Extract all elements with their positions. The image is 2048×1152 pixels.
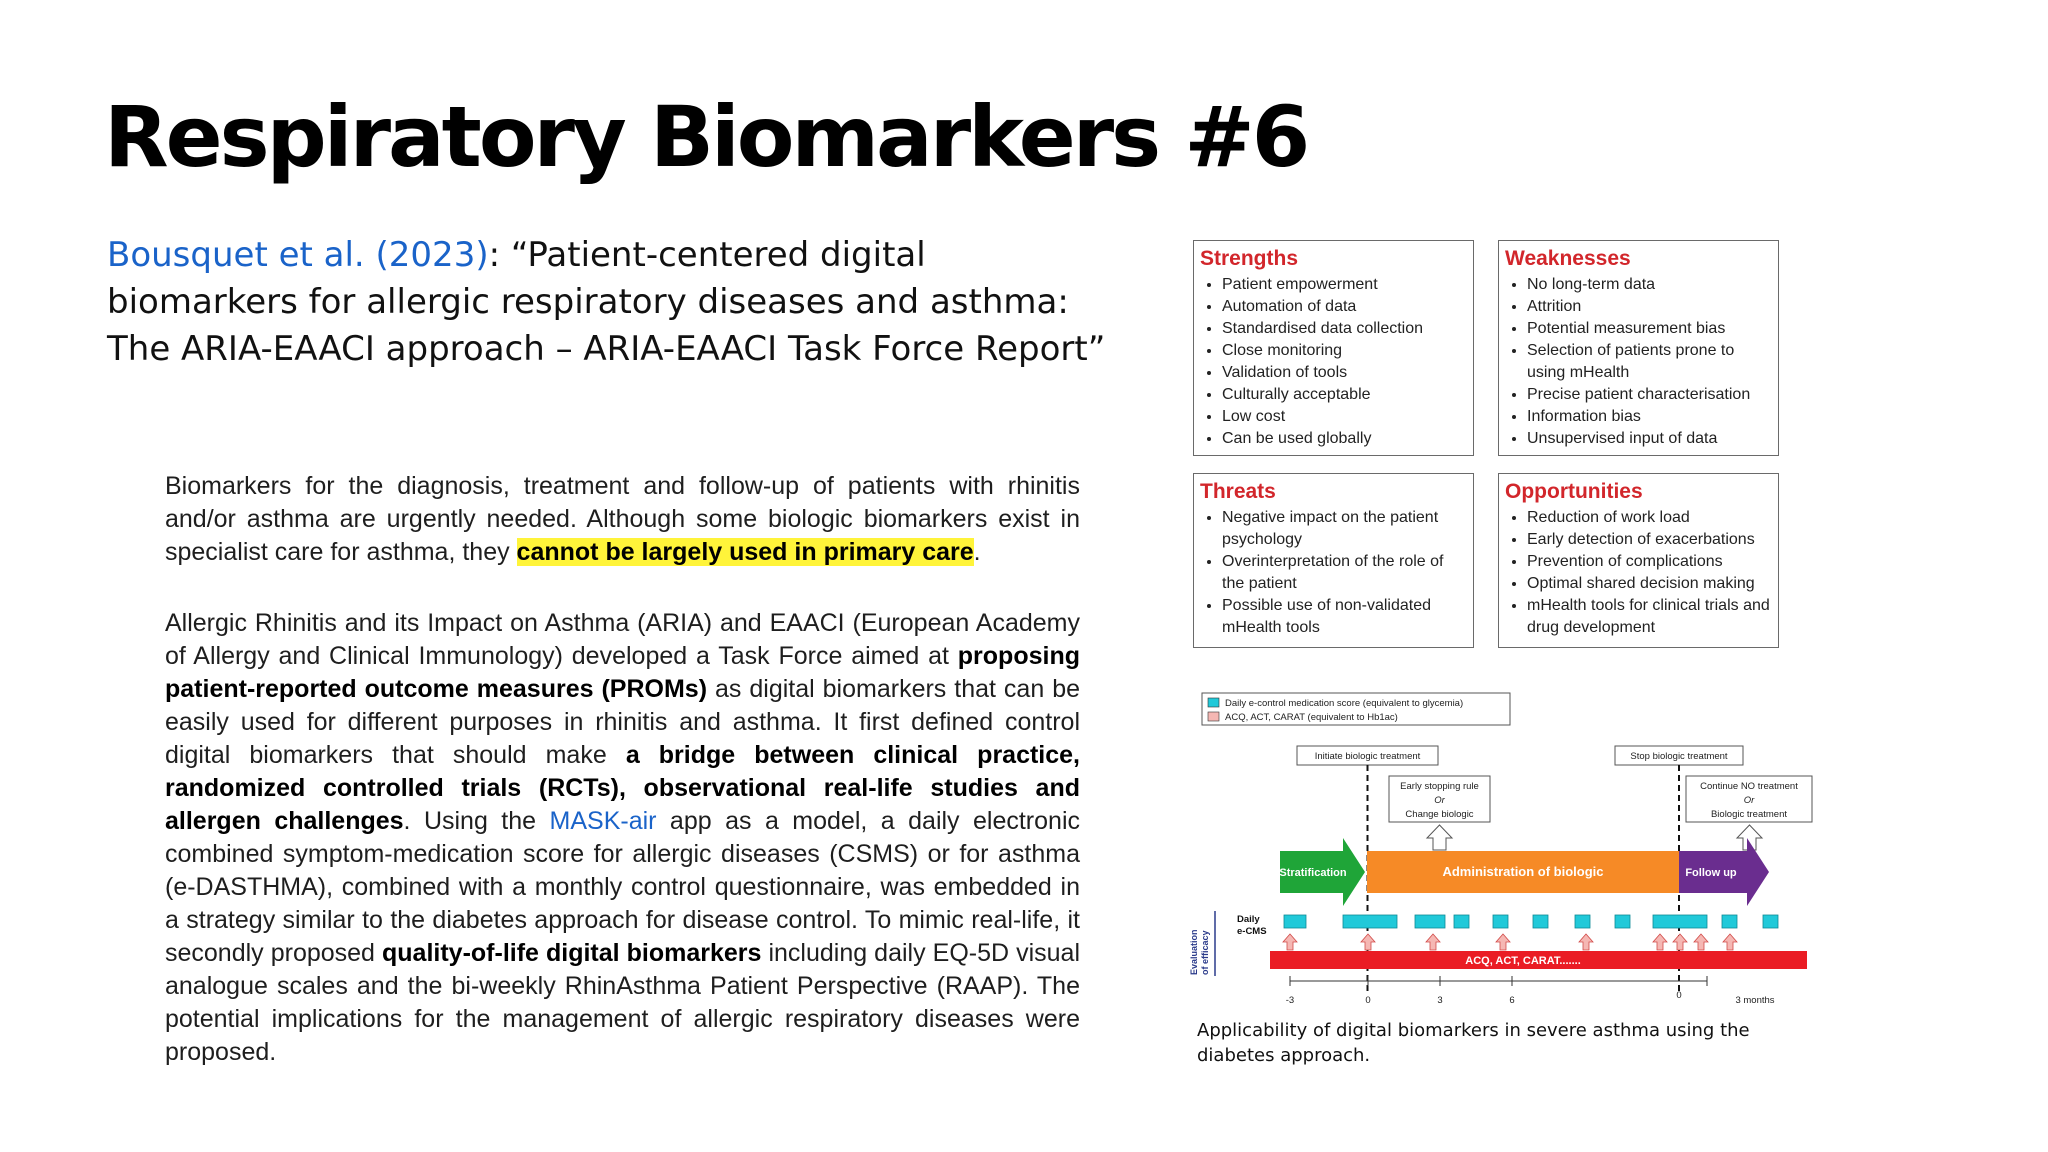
list-item: • mHealth tools for clinical trials and drug development (1527, 595, 1770, 639)
list-item: • Low cost (1222, 406, 1465, 428)
bold-proms: proposing patient-reported outcome measures (PROMs) (165, 642, 1080, 703)
tick-label: 3 (1437, 995, 1443, 1006)
ecms-marker (1575, 915, 1590, 928)
pink-up-arrow-icon (1579, 934, 1593, 950)
list-item: • Validation of tools (1222, 362, 1465, 384)
list-item: • Possible use of non-validated mHealth tools (1222, 595, 1465, 639)
swot-weaknesses-list (1505, 274, 1770, 450)
swot-weaknesses-title: Weaknesses (1505, 247, 1631, 270)
legend-text-2: ACQ, ACT, CARAT (equivalent to Hb1ac) (1225, 712, 1398, 723)
ecms-marker (1284, 915, 1306, 928)
tick-label: 6 (1509, 995, 1515, 1006)
early-stopping-line1: Early stopping rule (1400, 781, 1479, 792)
administration-label: Administration of biologic (1442, 864, 1604, 879)
early-stopping-or: Or (1434, 795, 1445, 806)
pink-up-arrow-icon (1283, 934, 1297, 950)
citation (107, 232, 1107, 373)
intro-paragraph (165, 470, 1080, 569)
list-item: • Optimal shared decision making (1527, 573, 1770, 595)
stop-label: Stop biologic treatment (1630, 751, 1728, 762)
list-item: • Reduction of work load (1527, 507, 1770, 529)
intro-end: . (973, 538, 981, 566)
ecms-marker (1722, 915, 1737, 928)
diabetes-approach-diagram (1175, 685, 1815, 1015)
list-item: • Can be used globally (1222, 428, 1465, 450)
list-item: • Early detection of exacerbations (1527, 529, 1770, 551)
swot-strengths-list (1200, 274, 1465, 450)
legend-text-1: Daily e-control medication score (equivalent to glycemia) (1225, 698, 1464, 709)
pink-up-arrow-icon (1426, 934, 1440, 950)
swot-opportunities (1498, 473, 1779, 648)
continue-or: Or (1743, 795, 1755, 806)
ecms-marker (1763, 915, 1778, 928)
swot-threats (1193, 473, 1474, 648)
swot-opportunities-list (1505, 507, 1770, 639)
pink-up-arrow-icon (1673, 934, 1687, 950)
list-item: • Standardised data collection (1222, 318, 1465, 340)
evaluation-label-2: of efficacy (1200, 930, 1210, 975)
acq-bar-label: ACQ, ACT, CARAT....... (1465, 955, 1581, 967)
acq-markers (1283, 934, 1737, 950)
citation-title: “Patient-centered digital biomarkers for allergic respiratory diseases and asthma: The ARIA-EAACI approach – ARIA-EAACI Task Force Report” (107, 235, 1106, 369)
list-item: • Negative impact on the patient psychology (1222, 507, 1465, 551)
daily-ecms-markers (1284, 915, 1778, 928)
page-title: Respiratory Biomarkers #6 (104, 88, 1308, 186)
diagram-caption: Applicability of digital biomarkers in severe asthma using the diabetes approach. (1197, 1020, 1750, 1066)
list-item: • Patient empowerment (1222, 274, 1465, 296)
list-item: • Overinterpretation of the role of the patient (1222, 551, 1465, 595)
bold-bridge: a bridge between clinical practice, randomized controlled trials (RCTs), observational real-life studies and allergen challenges (165, 741, 1080, 835)
early-stopping-line2: Change biologic (1405, 809, 1474, 820)
pink-up-arrow-icon (1723, 934, 1737, 950)
swot-weaknesses (1498, 240, 1779, 456)
months-label: 3 months (1735, 995, 1775, 1006)
ecms-marker (1493, 915, 1508, 928)
list-item: • Selection of patients prone to using mHealth (1527, 340, 1770, 384)
text-segment: . Using the (403, 807, 550, 835)
tick-label: 0 (1676, 990, 1682, 1001)
ecms-label: e-CMS (1237, 926, 1267, 937)
list-item: • Information bias (1527, 406, 1770, 428)
text-segment: app as a model, a daily electronic combined symptom-medication score for allergic diseases (CSMS) or for asthma (e-DASTHMA), combined with a monthly control questionnaire, was embedded in a strategy similar to the diabetes approach for disease control. To mimic real-life, it secondly proposed (165, 807, 1080, 967)
swot-threats-list (1200, 507, 1465, 639)
follow-up-label: Follow up (1685, 867, 1737, 879)
highlighted-phrase: cannot be largely used in primary care (516, 538, 974, 566)
pink-up-arrow-icon (1694, 934, 1708, 950)
ecms-marker (1415, 915, 1445, 928)
mask-air-link[interactable]: MASK-air (549, 807, 657, 835)
text-segment: including daily EQ-5D visual analogue scales and the bi-weekly RhinAsthma Patient Perspective (RAAP). The potential implications for the management of allergic respiratory diseases were proposed. (165, 939, 1080, 1066)
legend-swatch-pink (1208, 712, 1219, 721)
list-item: • Precise patient characterisation (1527, 384, 1770, 406)
list-item: • Culturally acceptable (1222, 384, 1465, 406)
hollow-up-arrow-icon (1427, 825, 1452, 850)
daily-label: Daily (1237, 914, 1260, 925)
swot-opportunities-title: Opportunities (1505, 480, 1643, 503)
initiate-label: Initiate biologic treatment (1314, 751, 1421, 762)
citation-author-link[interactable]: Bousquet et al. (2023) (107, 235, 489, 275)
list-item: • Potential measurement bias (1527, 318, 1770, 340)
ecms-marker (1615, 915, 1630, 928)
stratification-label: Stratification (1279, 867, 1347, 879)
ecms-marker (1653, 915, 1707, 928)
list-item: • Attrition (1527, 296, 1770, 318)
legend-swatch-cyan (1208, 698, 1219, 707)
list-item: • Close monitoring (1222, 340, 1465, 362)
intro-text: Biomarkers for the diagnosis, treatment and follow-up of patients with rhinitis and/or asthma are urgently needed. Although some biologic biomarkers exist in specialist care for asthma, they (165, 472, 1080, 566)
continue-line2: Biologic treatment (1710, 809, 1788, 820)
evaluation-label-1: Evaluation (1189, 929, 1199, 975)
task-force-paragraph (165, 607, 1080, 1069)
tick-label: -3 (1285, 995, 1295, 1006)
ecms-marker (1533, 915, 1548, 928)
list-item: • Prevention of complications (1527, 551, 1770, 573)
list-item: • Unsupervised input of data (1527, 428, 1770, 450)
pink-up-arrow-icon (1653, 934, 1667, 950)
diagram-svg (1175, 685, 1815, 1015)
list-item: • No long-term data (1527, 274, 1770, 296)
swot-strengths (1193, 240, 1474, 456)
ecms-marker (1454, 915, 1469, 928)
ecms-marker (1343, 915, 1397, 928)
text-segment: Allergic Rhinitis and its Impact on Asthma (ARIA) and EAACI (European Academy of Allergy and Clinical Immunology) developed a Task Force aimed at (165, 609, 1080, 670)
swot-threats-title: Threats (1200, 480, 1276, 503)
tick-label: 0 (1365, 995, 1371, 1006)
pink-up-arrow-icon (1361, 934, 1375, 950)
swot-strengths-title: Strengths (1200, 247, 1299, 270)
pink-up-arrow-icon (1496, 934, 1510, 950)
list-item: • Automation of data (1222, 296, 1465, 318)
text-segment: as digital biomarkers that can be easily used for different purposes in rhinitis and asthma. It first defined control digital biomarkers that should make (165, 675, 1080, 769)
bold-qol-biomarkers: quality-of-life digital biomarkers (382, 939, 762, 967)
continue-line1: Continue NO treatment (1700, 781, 1798, 792)
citation-separator: : (488, 235, 511, 275)
